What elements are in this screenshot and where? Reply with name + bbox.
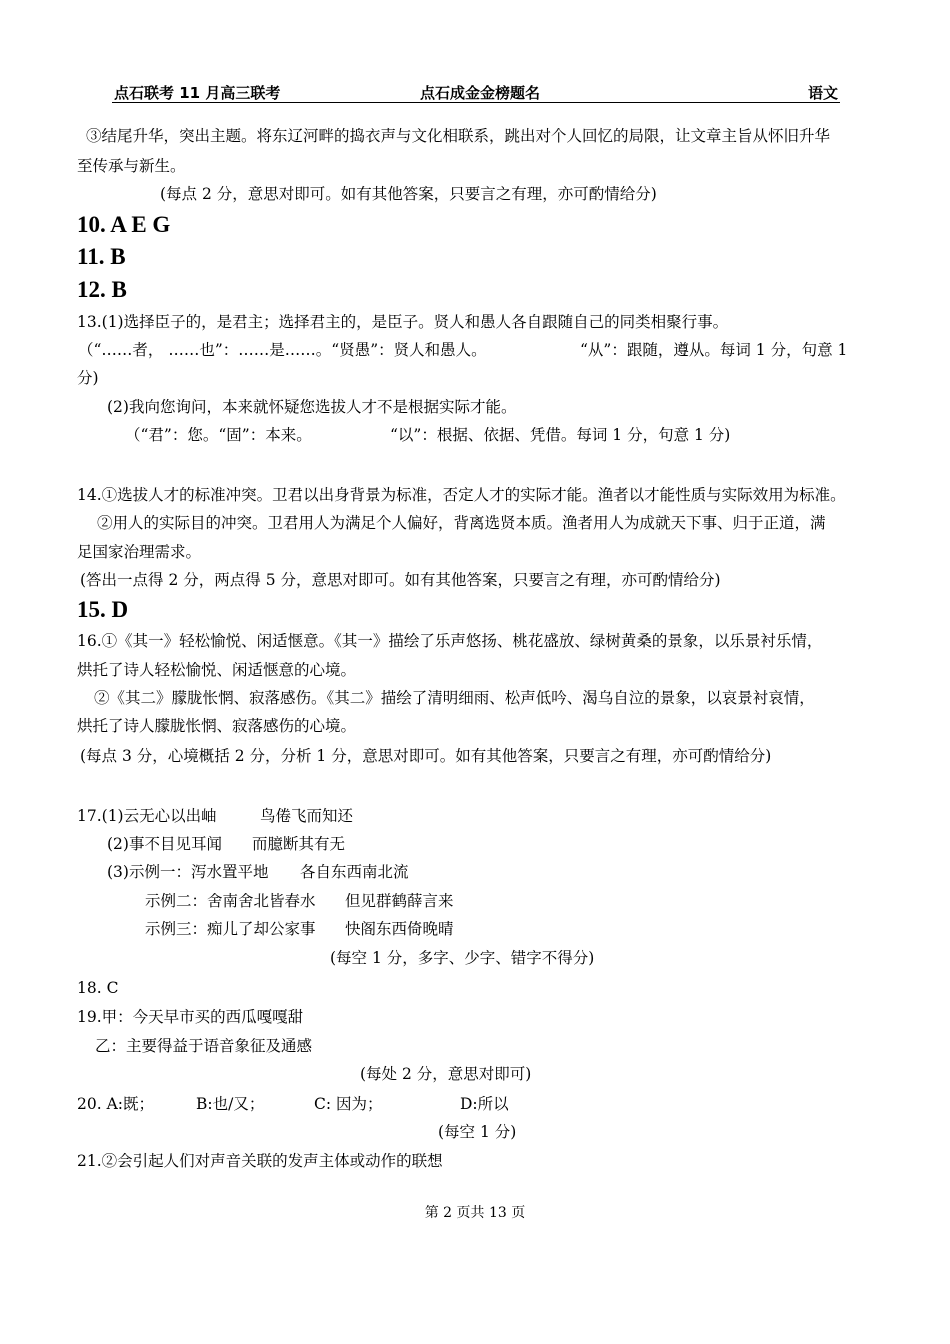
header-exam-name: 点石联考 11 月高三联考 (114, 84, 281, 102)
q17-1-first: 17.(1)云无心以出岫 (77, 807, 217, 825)
q11-answer: 11. B (77, 244, 126, 269)
q17-3-first: (3)示例一：泻水置平地 (107, 863, 269, 881)
q13-line2a: （“……者， ……也”：……是……。“贤愚”：贤人和愚人。 (78, 341, 487, 359)
q16-line2: 烘托了诗人轻松愉悦、闲适惬意的心境。 (77, 661, 357, 679)
header-subject: 语文 (808, 84, 839, 102)
q19-line2: 乙：主要得益于语音象征及通感 (95, 1037, 313, 1055)
q13-line4: (2)我向您询问，本来就怀疑您选拔人才不是根据实际才能。 (107, 398, 517, 416)
q19-scoring-note: (每处 2 分，意思对即可) (360, 1065, 532, 1083)
q17-3-second: 各自东西南北流 (300, 863, 409, 881)
q9-point3-line2: 至传承与新生。 (77, 157, 186, 175)
q16-line4: 烘托了诗人朦胧怅惘、寂落感伤的心境。 (77, 717, 357, 735)
q17-example3-second: 快阁东西倚晚晴 (345, 920, 454, 938)
q9-scoring-note: (每点 2 分，意思对即可。如有其他答案，只要言之有理，亦可酌情给分) (160, 185, 657, 203)
q13-line3: 分) (77, 369, 99, 387)
q17-1-second: 鸟倦飞而知还 (260, 807, 354, 825)
q17-example2-second: 但见群鹤薛言来 (345, 892, 454, 910)
q20-a: 20. A:既； (77, 1095, 154, 1113)
q18-answer: 18. C (77, 979, 119, 997)
q13-line2b: “从”：跟随，遵从。每词 1 分，句意 1 (580, 341, 848, 359)
q9-point3-line1: ③结尾升华，突出主题。将东辽河畔的捣衣声与文化相联系，跳出对个人回忆的局限，让文章主旨从怀旧升华 (86, 127, 831, 145)
q14-scoring-note: (答出一点得 2 分，两点得 5 分，意思对即可。如有其他答案，只要言之有理，亦可酌情给分) (80, 571, 721, 589)
q13-line5a: （“君”：您。“固”：本来。 (125, 426, 312, 444)
q17-example2-first: 示例二：舍南舍北皆春水 (145, 892, 316, 910)
page-number: 第 2 页共 13 页 (424, 1205, 526, 1221)
q15-answer: 15. D (77, 597, 129, 622)
q17-scoring-note: (每空 1 分，多字、少字、错字不得分) (330, 949, 595, 967)
q17-2-first: (2)事不目见耳闻 (107, 835, 222, 853)
q20-d: D:所以 (460, 1095, 509, 1113)
q20-b: B:也/又； (196, 1095, 265, 1113)
q19-line1: 19.甲：今天早市买的西瓜嘎嘎甜 (77, 1008, 304, 1026)
q21-answer: 21.②会引起人们对声音关联的发声主体或动作的联想 (77, 1152, 443, 1170)
q13-line1: 13.(1)选择臣子的，是君主；选择君主的，是臣子。贤人和愚人各自跟随自己的同类相聚行事。 (77, 313, 729, 331)
q16-line1: 16.①《其一》轻松愉悦、闲适惬意。《其一》描绘了乐声悠扬、桃花盛放、绿树黄桑的景象，以乐景衬乐情， (77, 632, 823, 650)
q10-answer: 10. A E G (77, 212, 171, 237)
q13-line5b: “以”：根据、依据、凭借。每词 1 分，句意 1 分) (390, 426, 731, 444)
q12-answer: 12. B (77, 277, 127, 302)
q14-line2: ②用人的实际目的冲突。卫君用人为满足个人偏好，背离选贤本质。渔者用人为成就天下事、归于正道，满 (97, 514, 826, 532)
header-slogan: 点石成金金榜题名 (420, 84, 541, 102)
page-header (112, 82, 840, 103)
q14-line1: 14.①选拔人才的标准冲突。卫君以出身背景为标准，否定人才的实际才能。渔者以才能性质与实际效用为标准。 (77, 486, 846, 504)
q20-c: C: 因为； (314, 1095, 383, 1113)
q14-line3: 足国家治理需求。 (77, 543, 202, 561)
q17-example3-first: 示例三：痴儿了却公家事 (145, 920, 316, 938)
q20-scoring-note: (每空 1 分) (438, 1123, 517, 1141)
q16-scoring-note: (每点 3 分，心境概括 2 分，分析 1 分，意思对即可。如有其他答案，只要言之有理，亦可酌情给分) (80, 747, 772, 765)
q16-line3: ②《其二》朦胧怅惘、寂落感伤。《其二》描绘了清明细雨、松声低吟、渴乌自泣的景象，以哀景衬哀情， (94, 689, 815, 707)
q17-2-second: 而臆断其有无 (252, 835, 346, 853)
